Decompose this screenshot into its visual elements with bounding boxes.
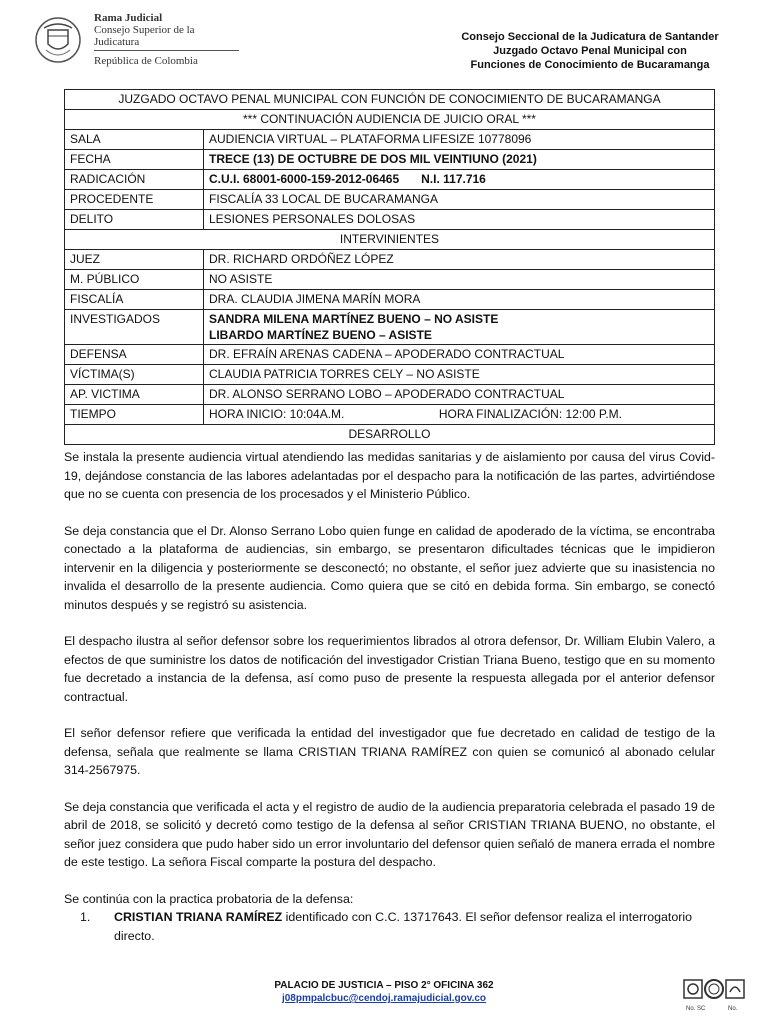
cert-label-1: No. SC — [686, 1006, 706, 1012]
list-item — [64, 908, 715, 945]
hearing-narrative — [64, 448, 715, 945]
table-row — [65, 310, 715, 345]
paragraph: Se deja constancia que verificada el acta y el registro de audio de la audiencia preparatoria celebrada el pasado 19 de abril de 2018, se solicitó y decretó como testigo de la defensa al señor CRISTIAN TRIANA BUENO, no obstante, el señor juez considera que pudo haber sido un error involuntario del defensor quien señaló de manera errada el nombre de este testigo. La señora Fiscal comparte la postura del despacho. — [64, 799, 715, 869]
row-value — [204, 405, 715, 425]
witness-detail: identificado con C.C. 13717643. El señor defensor realiza el interrogatorio directo. — [114, 910, 693, 943]
start-time: HORA INICIO: 10:04A.M. — [209, 407, 345, 421]
row-label: RADICACIÓN — [65, 170, 204, 190]
row-value: CLAUDIA PATRICIA TORRES CELY – NO ASISTE — [204, 365, 715, 385]
footer-address: PALACIO DE JUSTICIA – PISO 2° OFICINA 362 — [274, 980, 494, 991]
logo-line2: Consejo Superior de la Judicatura — [94, 24, 239, 51]
cui-number: C.U.I. 68001-6000-159-2012-06465 — [209, 172, 400, 186]
table-row — [65, 150, 715, 170]
office-line1: Consejo Seccional de la Judicatura de Santander — [461, 31, 719, 43]
row-label: DEFENSA — [65, 345, 204, 365]
rama-judicial-logo — [94, 12, 239, 68]
row-label: TIEMPO — [65, 405, 204, 425]
page-footer — [0, 979, 768, 1005]
logo-line3: República de Colombia — [94, 55, 198, 67]
row-value: DR. EFRAÍN ARENAS CADENA – APODERADO CONTRACTUAL — [204, 345, 715, 365]
investigado-1: SANDRA MILENA MARTÍNEZ BUENO – NO ASISTE — [209, 312, 499, 326]
row-value: TRECE (13) DE OCTUBRE DE DOS MIL VEINTIUNO (2021) — [204, 150, 715, 170]
table-title-row — [65, 90, 715, 110]
list-number: 1. — [80, 910, 91, 924]
footer-email-link[interactable]: j08pmpalcbuc@cendoj.ramajudicial.gov.co — [281, 993, 487, 1004]
table-title: JUZGADO OCTAVO PENAL MUNICIPAL CON FUNCIÓN DE CONOCIMIENTO DE BUCARAMANGA — [65, 90, 715, 110]
cert-label-2: No. — [728, 1006, 738, 1012]
table-row — [65, 290, 715, 310]
row-label: SALA — [65, 130, 204, 150]
row-value: AUDIENCIA VIRTUAL – PLATAFORMA LIFESIZE 10778096 — [204, 130, 715, 150]
paragraph: Se deja constancia que el Dr. Alonso Serrano Lobo quien funge en calidad de apoderado de la víctima, se encontraba conectado a la plataforma de audiencias, sin embargo, se presentaron dificultades técnicas que le impidieron intervenir en la diligencia y posteriormente se desconectó; no obstante, el señor juez advierte que su inasistencia no invalida el desarrollo de la presente audiencia. Como quiera que se citó en debida forma. Sin embargo, se conectó minutos después y se registró su asistencia. — [64, 523, 715, 612]
row-value — [204, 310, 715, 345]
table-row — [65, 365, 715, 385]
paragraph: El señor defensor refiere que verificada la entidad del investigador que fue decretado en calidad de testigo de la defensa, señala que realmente se llama CRISTIAN TRIANA RAMÍREZ con quien se comunicó al abonado celular 314-2567975. — [64, 726, 715, 777]
end-time: HORA FINALIZACIÓN: 12:00 P.M. — [438, 407, 622, 421]
paragraph: El despacho ilustra al señor defensor sobre los requerimientos librados al otrora defensor, Dr. William Elubin Valero, a efectos de que suministre los datos de notificación del investigador Cristian Triana Bueno, testigo que en su momento fue decretado a instancia de la defensa, así como puso de presente la respuesta allegada por el anterior defensor contractual. — [64, 634, 715, 704]
row-label: FECHA — [65, 150, 204, 170]
row-value: DR. ALONSO SERRANO LOBO – APODERADO CONTRACTUAL — [204, 385, 715, 405]
row-value: FISCALÍA 33 LOCAL DE BUCARAMANGA — [204, 190, 715, 210]
list-text — [114, 908, 715, 945]
row-value: DR. RICHARD ORDÓÑEZ LÓPEZ — [204, 250, 715, 270]
table-subtitle-row — [65, 110, 715, 130]
logo-line1: Rama Judicial — [94, 12, 163, 24]
table-row — [65, 130, 715, 150]
table-subtitle: *** CONTINUACIÓN AUDIENCIA DE JUICIO ORAL *** — [65, 110, 715, 130]
table-row — [65, 190, 715, 210]
hearing-info-table — [64, 89, 715, 445]
row-label: VÍCTIMA(S) — [65, 365, 204, 385]
row-label: M. PÚBLICO — [65, 270, 204, 290]
table-row — [65, 270, 715, 290]
table-row — [65, 250, 715, 270]
table-row — [65, 385, 715, 405]
row-label: FISCALÍA — [65, 290, 204, 310]
intervinientes-heading: INTERVINIENTES — [65, 230, 715, 250]
row-label: AP. VICTIMA — [65, 385, 204, 405]
row-label: INVESTIGADOS — [65, 310, 204, 345]
intervinientes-row — [65, 230, 715, 250]
desarrollo-heading: DESARROLLO — [65, 425, 715, 445]
quality-certification-icon — [682, 976, 746, 1016]
table-row — [65, 405, 715, 425]
table-row — [65, 345, 715, 365]
paragraph: Se continúa con la practica probatoria de la defensa: — [64, 891, 354, 906]
table-row — [65, 210, 715, 230]
ni-number: N.I. 117.716 — [421, 172, 486, 186]
colombia-coat-of-arms-icon — [34, 16, 82, 64]
desarrollo-row — [65, 425, 715, 445]
office-line3: Funciones de Conocimiento de Bucaramanga — [470, 59, 710, 71]
row-value: NO ASISTE — [204, 270, 715, 290]
witness-name: CRISTIAN TRIANA RAMÍREZ — [114, 910, 283, 924]
investigado-2: LIBARDO MARTÍNEZ BUENO – ASISTE — [209, 328, 432, 342]
row-value — [204, 170, 715, 190]
row-value: DRA. CLAUDIA JIMENA MARÍN MORA — [204, 290, 715, 310]
row-label: DELITO — [65, 210, 204, 230]
office-name — [440, 30, 740, 72]
page-header — [30, 12, 740, 78]
row-label: JUEZ — [65, 250, 204, 270]
office-line2: Juzgado Octavo Penal Municipal con — [493, 45, 687, 57]
row-label: PROCEDENTE — [65, 190, 204, 210]
row-value: LESIONES PERSONALES DOLOSAS — [204, 210, 715, 230]
table-row — [65, 170, 715, 190]
paragraph: Se instala la presente audiencia virtual atendiendo las medidas sanitarias y de aislamiento por causa del virus Covid-19, dejándose constancia de las labores adelantadas por el despacho para la notificación de las partes, advirtiéndose que no se cuenta con presencia de los procesados y el Ministerio Público. — [64, 450, 715, 501]
